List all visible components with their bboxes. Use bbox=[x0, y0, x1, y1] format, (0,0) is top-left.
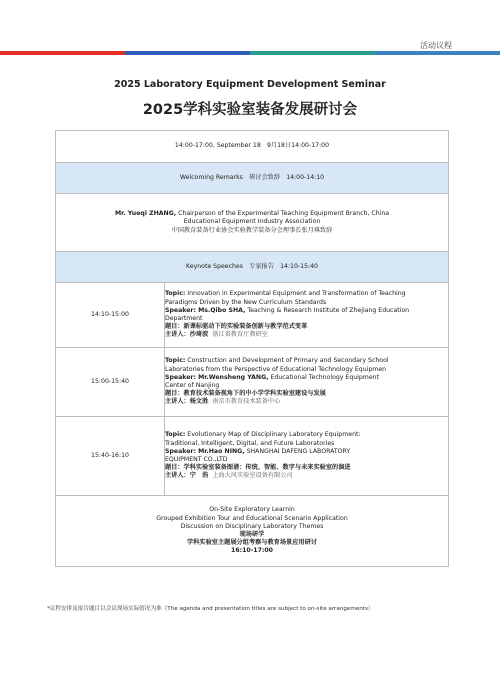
talk-title-zh: 题目：新课标驱动下的实验装备创新与教学范式变革 bbox=[165, 323, 308, 331]
topic-line: Laboratories from the Perspective of Educational Technology Equipmen bbox=[165, 365, 387, 373]
talk-details bbox=[165, 417, 449, 496]
exploration-line-zh: 学科实验室主题展分组考察与教育场景应用研讨 bbox=[187, 539, 317, 547]
talk-details bbox=[165, 283, 449, 348]
speaker-line: SHANGHAI DAFENG LABORATORY bbox=[244, 447, 351, 455]
speaker-label: Speaker: Mr.Wensheng YANG, bbox=[165, 373, 269, 381]
speaker-zh: 主讲人：沙琦波 bbox=[165, 331, 209, 339]
welcoming-row bbox=[56, 163, 449, 194]
talk-title-zh: 题目：学科实验室装备图谱：传统、智能、数字与未来实验室的演进 bbox=[165, 464, 351, 472]
topic-label: Topic: bbox=[165, 431, 186, 439]
chair-cell bbox=[56, 194, 449, 252]
topic-line: Innovation in Experimental Equipment and Transformation of Teaching bbox=[185, 290, 406, 298]
speaker-line: Teaching & Research Institute of Zhejiang Education bbox=[245, 306, 410, 314]
keynote-speeches: Keynote Speeches 专家报告 14:10-15:40 bbox=[56, 252, 449, 283]
speaker-line: Center of Nanjing bbox=[165, 382, 220, 389]
exploration-row bbox=[56, 496, 449, 567]
color-bar-lightblue bbox=[375, 51, 500, 55]
color-bar-red bbox=[0, 51, 125, 55]
chair-role-en-1: Chairperson of the Experimental Teaching Equipment Branch, China bbox=[176, 210, 390, 218]
talk-time: 14:10-15:00 bbox=[56, 283, 165, 348]
chair-role-en-2: Educational Equipment Industry Association bbox=[183, 218, 321, 226]
speaker-label: Speaker: Ms.Qibo SHA, bbox=[165, 306, 246, 314]
talk-title-zh: 题目：教育技术装备视角下的中小学学科实验室建设与发展 bbox=[165, 390, 326, 398]
exploration-line: Grouped Exhibition Tour and Educational Scenario Application bbox=[156, 514, 348, 522]
title-chinese: 2025学科实验室装备发展研讨会 bbox=[142, 102, 358, 118]
color-bar-blue bbox=[125, 51, 250, 55]
welcoming-remarks: Welcoming Remarks 研讨会致辞 14:00-14:10 bbox=[56, 163, 449, 194]
speaker-org-zh: 上海大风实验室设备有限公司 bbox=[212, 472, 293, 480]
agenda-table bbox=[55, 130, 449, 567]
chair-name: Mr. Yueqi ZHANG, bbox=[114, 210, 177, 218]
speaker-zh: 主讲人：杨文胜 bbox=[165, 398, 209, 406]
talk-time: 15:00-15:40 bbox=[56, 348, 165, 417]
talk-time: 15:40-16:10 bbox=[56, 417, 165, 496]
exploration-time: 16:10-17:00 bbox=[231, 547, 273, 555]
page-section-label: 活动议程 bbox=[420, 41, 452, 50]
talk-row bbox=[56, 348, 449, 417]
speaker-zh: 主讲人：宁 浩 bbox=[165, 472, 209, 480]
speaker-label: Speaker: Mr.Hao NING, bbox=[165, 447, 245, 455]
topic-line: Construction and Development of Primary and Secondary School bbox=[185, 357, 389, 365]
agenda-date-time: 14:00-17:00, September 18 9月18日14:00-17:00 bbox=[56, 131, 449, 163]
color-bar-teal bbox=[250, 51, 375, 55]
title-english: 2025 Laboratory Equipment Development Seminar bbox=[114, 79, 386, 90]
exploration-line-zh: 现场研学 bbox=[239, 531, 265, 538]
footnote: *议程安排及报告题目以会议现场实际情况为准（The agenda and presentation titles are subject to on-site arrangements） bbox=[47, 606, 374, 612]
keynote-row bbox=[56, 252, 449, 283]
agenda-time-row bbox=[56, 131, 449, 163]
speaker-org-zh: 浙江省教育厅教研室 bbox=[212, 331, 268, 339]
topic-label: Topic: bbox=[165, 290, 186, 298]
topic-label: Topic: bbox=[165, 357, 186, 365]
speaker-org-zh: 南京市教育技术装备中心 bbox=[212, 398, 281, 406]
talk-details bbox=[165, 348, 449, 417]
topic-line: Traditional, Intelligent, Digital, and Future Laboratories bbox=[165, 439, 335, 447]
chair-role-zh: 中国教育装备行业协会实验教学装备分会理事长张月琪致辞 bbox=[171, 226, 333, 234]
exploration-cell bbox=[56, 496, 449, 567]
topic-line: Evolutionary Map of Disciplinary Laboratory Equipment: bbox=[185, 431, 361, 439]
talk-row bbox=[56, 283, 449, 348]
talk-row bbox=[56, 417, 449, 496]
exploration-line: Discussion on Disciplinary Laboratory Themes bbox=[180, 522, 324, 530]
topic-line: Paradigms Driven by the New Curriculum Standards bbox=[165, 298, 327, 306]
speaker-line: EQUIPMENT CO.,LTD bbox=[165, 456, 228, 463]
speaker-line: Educational Technology Equipment bbox=[268, 373, 379, 381]
speaker-line: Department bbox=[165, 315, 203, 322]
exploration-line: On-Site Exploratory Learnin bbox=[209, 506, 295, 514]
color-bar bbox=[0, 51, 500, 55]
chair-row bbox=[56, 194, 449, 252]
